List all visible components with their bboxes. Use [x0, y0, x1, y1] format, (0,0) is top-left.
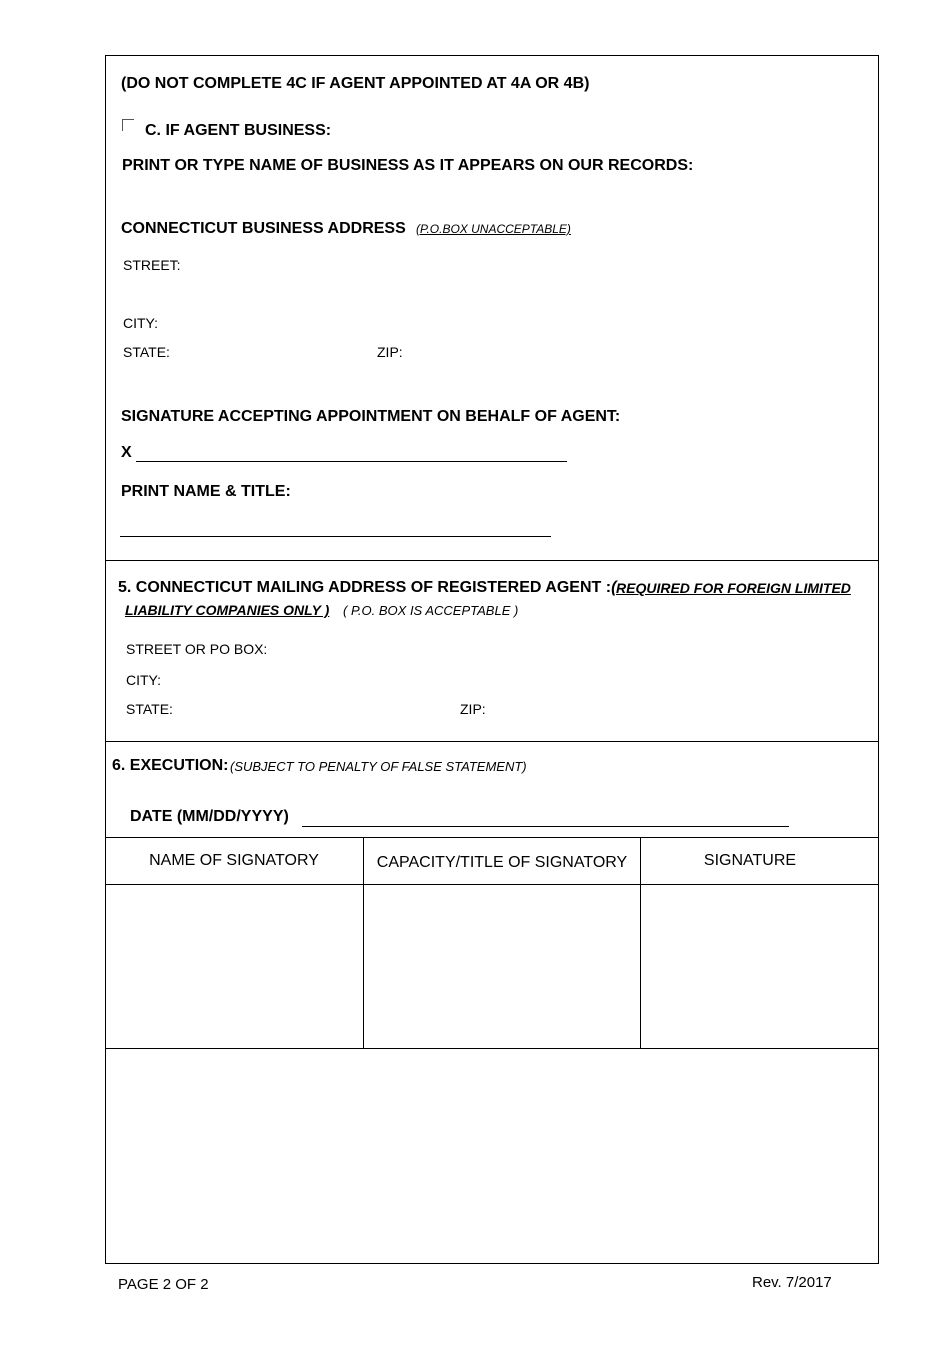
- signatory-signature-cell[interactable]: [641, 885, 877, 1047]
- signature-x-mark: X: [121, 444, 132, 461]
- section-4c-note: (DO NOT COMPLETE 4C IF AGENT APPOINTED AT 4A OR 4B): [121, 75, 590, 92]
- mail-street-label: STREET OR PO BOX:: [126, 641, 268, 657]
- signatory-capacity-cell[interactable]: [364, 885, 639, 1047]
- po-box-unacceptable-note: [416, 222, 571, 236]
- header-signature: SIGNATURE: [703, 852, 797, 869]
- date-input-line[interactable]: [302, 826, 789, 827]
- mail-city-label: CITY:: [126, 672, 162, 688]
- agent-signature-line[interactable]: [136, 461, 567, 462]
- table-top-border: [105, 837, 878, 838]
- mail-state-label: STATE:: [126, 701, 173, 717]
- section-5-heading-text: 5. CONNECTICUT MAILING ADDRESS OF REGISTERED AGENT :: [118, 579, 612, 596]
- section-5-paren: (: [611, 579, 617, 596]
- section-divider: [105, 741, 878, 742]
- street-label: STREET:: [123, 257, 181, 273]
- header-name-of-signatory: NAME OF SIGNATORY: [149, 852, 319, 869]
- revision-label: Rev. 7/2017: [752, 1274, 832, 1291]
- state-label: STATE:: [123, 344, 170, 360]
- zip-label: ZIP:: [377, 344, 403, 360]
- signatory-name-cell[interactable]: [106, 885, 362, 1047]
- po-box-unacceptable-text: (P.O.BOX UNACCEPTABLE): [416, 222, 571, 236]
- table-bottom-border: [105, 1048, 878, 1049]
- date-label: DATE (MM/DD/YYYY): [130, 808, 289, 825]
- header-capacity-title: CAPACITY/TITLE OF SIGNATORY: [376, 854, 628, 871]
- print-name-title-line[interactable]: [120, 536, 551, 537]
- required-note-line2: LIABILITY COMPANIES ONLY ): [125, 602, 330, 618]
- mail-zip-label: ZIP:: [460, 701, 486, 717]
- agent-business-label: C. IF AGENT BUSINESS:: [145, 122, 332, 139]
- agent-business-checkbox[interactable]: [122, 119, 134, 131]
- signature-heading: SIGNATURE ACCEPTING APPOINTMENT ON BEHALF OF AGENT:: [121, 408, 621, 425]
- required-note-line1: REQUIRED FOR FOREIGN LIMITED: [616, 580, 851, 596]
- acceptable-note: ( P.O. BOX IS ACCEPTABLE ): [343, 603, 519, 618]
- section-divider: [105, 560, 878, 561]
- business-name-label: PRINT OR TYPE NAME OF BUSINESS AS IT APPEARS ON OUR RECORDS:: [122, 157, 694, 174]
- print-name-title-label: PRINT NAME & TITLE:: [121, 483, 291, 500]
- city-label: CITY:: [123, 315, 159, 331]
- section-5-heading: [118, 579, 616, 597]
- business-address-heading: CONNECTICUT BUSINESS ADDRESS: [121, 220, 406, 237]
- page-number: PAGE 2 OF 2: [118, 1276, 209, 1293]
- section-6-heading: 6. EXECUTION:: [112, 757, 229, 774]
- section-6-note: (SUBJECT TO PENALTY OF FALSE STATEMENT): [230, 759, 527, 774]
